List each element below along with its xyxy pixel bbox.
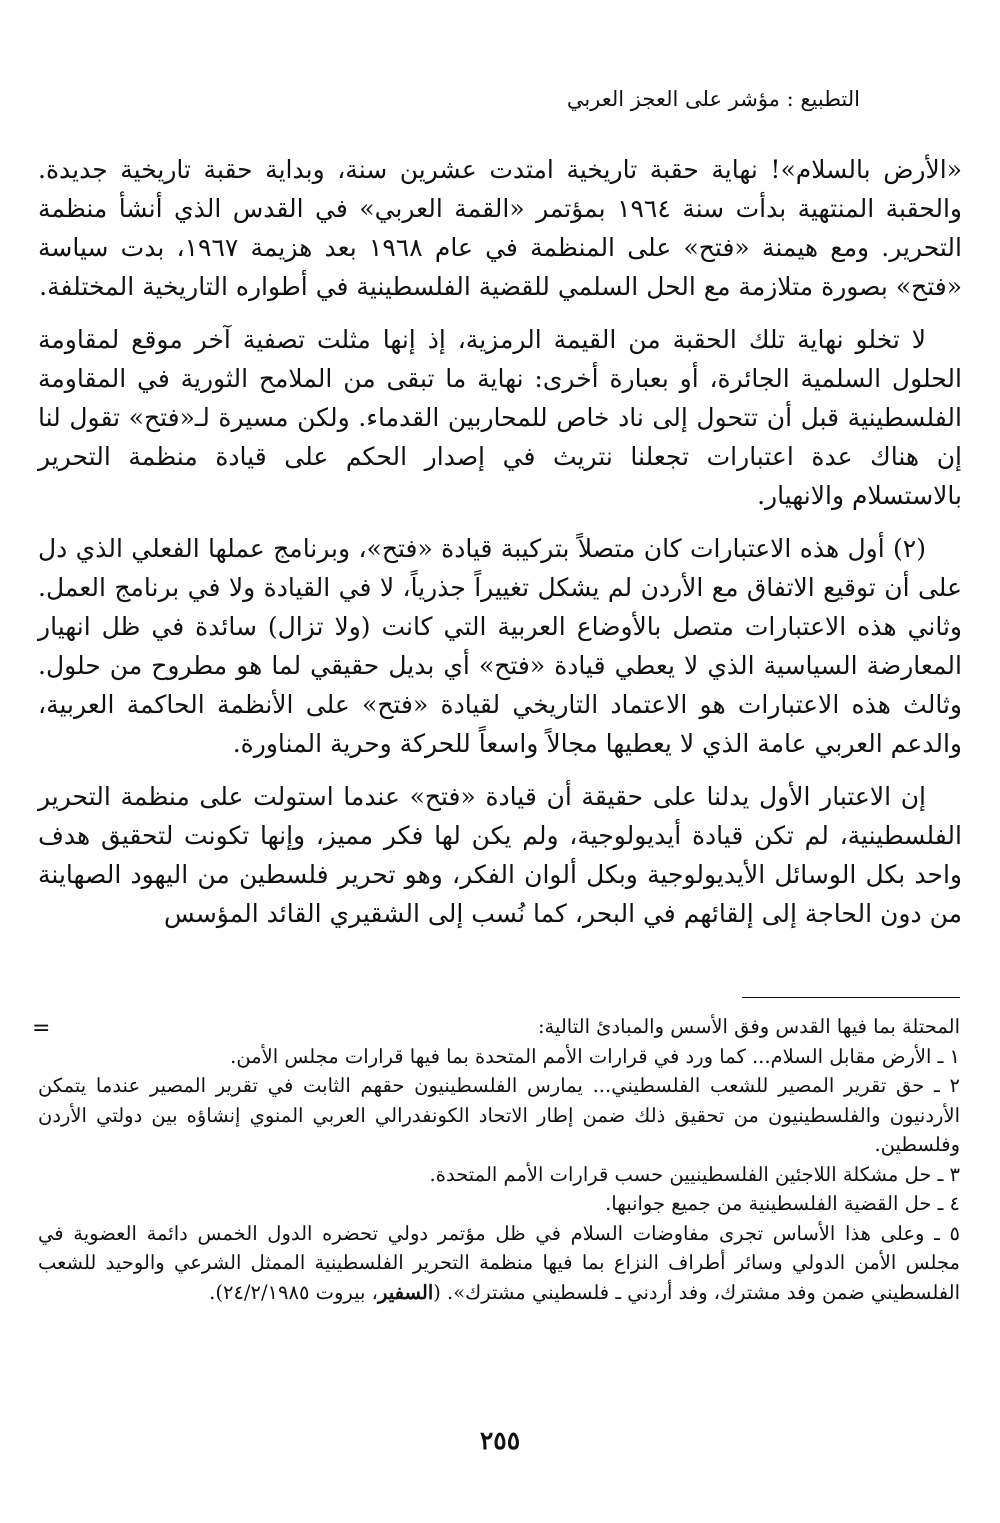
- footnotes: [32, 1012, 960, 1307]
- footnote-item: ١ ـ الأرض مقابل السلام... كما ورد في قرارات الأمم المتحدة بما فيها قرارات مجلس الأمن.: [230, 1044, 960, 1068]
- footnote-source-tail: ، بيروت ٢٤/٢/١٩٨٥).: [209, 1280, 378, 1304]
- footnote-intro: [32, 1012, 960, 1042]
- paragraph: إن الاعتبار الأول يدلنا على حقيقة أن قيادة «فتح» عندما استولت على منظمة التحرير الفلسطينية، لم تكن قيادة أيديولوجية، ولم يكن لها فكر مميز، وإنها تكونت لتحقيق هدف واحد بكل الوسائل الأيديولوجية وبكل ألوان الفكر، وهو تحرير فلسطين من اليهود الصهاينة من دون الحاجة إلى إلقائهم في البحر، كما نُسب إلى الشقيري القائد المؤسس: [38, 782, 962, 928]
- footnote-item-text: ٥ ـ وعلى هذا الأساس تجرى مفاوضات السلام في ظل مؤتمر دولي تحضره الدول الخمس دائمة العضوية في مجلس الأمن الدولي وسائر أطراف النزاع بما فيها منظمة التحرير الفلسطينية الممثل الشرعي والوحيد للشعب الفلسطيني ضمن وفد مشترك، وفد أردني ـ فلسطيني مشترك». (: [38, 1221, 960, 1304]
- footnote-item: ٢ ـ حق تقرير المصير للشعب الفلسطيني... يمارس الفلسطينيون حقهم الثابت في تقرير المصير عندما يتمكن الأردنيون والفلسطينيون من تحقيق ذلك ضمن إطار الاتحاد الكونفدرالي العربي المنوي إنشاؤه بين دولتي الأردن وفلسطين.: [38, 1074, 960, 1156]
- page-number: ٢٥٥: [479, 1426, 521, 1455]
- footnote-item: [38, 1219, 960, 1308]
- main-text: [38, 150, 962, 947]
- footnote-item: ٤ ـ حل القضية الفلسطينية من جميع جوانبها.: [605, 1192, 960, 1215]
- footnote-continuation-mark: =: [32, 1016, 51, 1041]
- footnote-separator: [742, 997, 960, 998]
- paragraph: «الأرض بالسلام»! نهاية حقبة تاريخية امتدت عشرين سنة، وبداية حقبة تاريخية جديدة. والحقبة المنتهية بدأت سنة ١٩٦٤ بمؤتمر «القمة العربي» في القدس الذي أنشأ منظمة التحرير. ومع هيمنة «فتح» على المنظمة في عام ١٩٦٨ بعد هزيمة ١٩٦٧، بدت سياسة «فتح» بصورة متلازمة مع الحل السلمي للقضية الفلسطينية في أطواره التاريخية المختلفة.: [38, 155, 962, 301]
- paragraph: لا تخلو نهاية تلك الحقبة من القيمة الرمزية، إذ إنها مثلت تصفية آخر موقع لمقاومة الحلول السلمية الجائرة، أو بعبارة أخرى: نهاية ما تبقى من الملامح الثورية في المقاومة الفلسطينية قبل أن تتحول إلى ناد خاص للمحاربين القدماء. ولكن مسيرة لـ«فتح» تقول لنا إن هناك عدة اعتبارات تجعلنا نتريث في إصدار الحكم على قيادة منظمة التحرير بالاستسلام والانهيار.: [38, 325, 962, 510]
- paragraph: (٢) أول هذه الاعتبارات كان متصلاً بتركيبة قيادة «فتح»، وبرنامج عملها الفعلي الذي دل على أن توقيع الاتفاق مع الأردن لم يشكل تغييراً جذرياً، لا في القيادة ولا في برنامج العمل. وثاني هذه الاعتبارات متصل بالأوضاع العربية التي كانت (ولا تزال) سائدة في ظل انهيار المعارضة السياسية الذي لا يعطي قيادة «فتح» أي بديل حقيقي لما هو مطروح من حلول. وثالث هذه الاعتبارات هو الاعتماد التاريخي لقيادة «فتح» على الأنظمة الحاكمة العربية، والدعم العربي عامة الذي لا يعطيها مجالاً واسعاً للحركة وحرية المناورة.: [38, 534, 962, 758]
- footnote-source: السفير: [377, 1280, 434, 1304]
- footnote-intro-text: المحتلة بما فيها القدس وفق الأسس والمبادئ التالية:: [537, 1015, 960, 1038]
- footnote-item: ٣ ـ حل مشكلة اللاجئين الفلسطينيين حسب قرارات الأمم المتحدة.: [429, 1162, 960, 1186]
- running-header: التطبيع : مؤشر على العجز العربي: [566, 87, 860, 111]
